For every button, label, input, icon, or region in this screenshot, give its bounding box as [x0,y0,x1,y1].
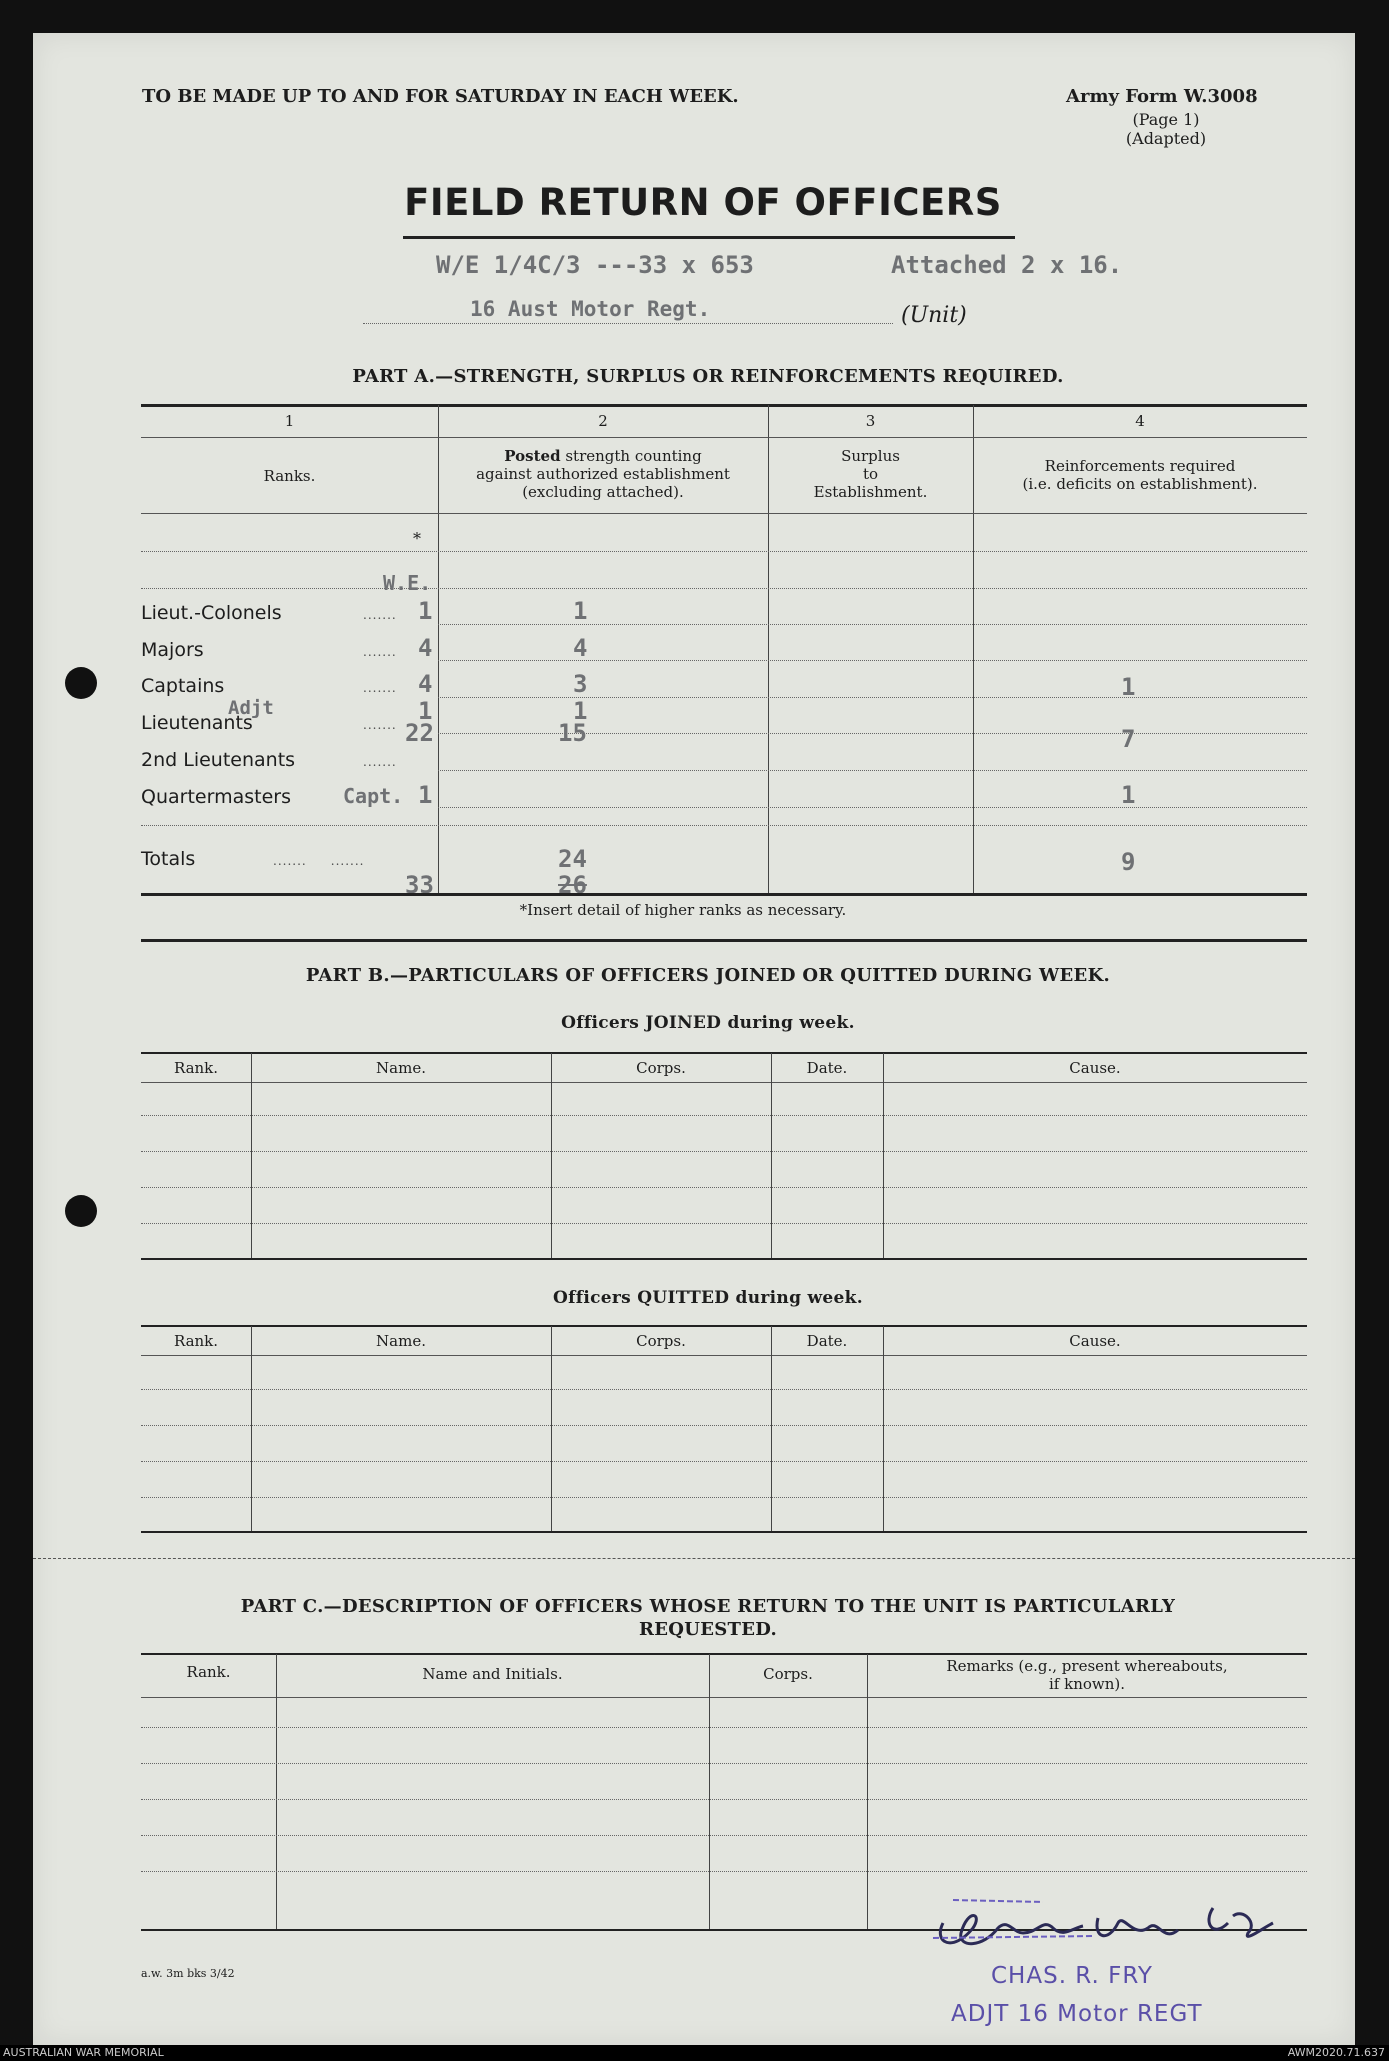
rank-leader-4: ....... [363,718,397,732]
quitted-v4 [883,1326,884,1531]
totals-posted: 24 [558,845,587,873]
part-a-end-rule [141,939,1307,942]
totals-establishment: 33 [405,871,434,899]
punch-hole-bottom [65,1195,97,1227]
posted-lieutenants: 15 [558,719,587,747]
reinf-captains: 1 [1121,673,1136,701]
joined-top-rule [141,1052,1307,1054]
archive-footer [0,2045,1389,2061]
we-label: W.E. [383,571,432,595]
est-lieut-colonels: 1 [418,597,433,625]
row-line-9 [141,825,1307,826]
reinf-line1: Reinforcements required [1044,457,1236,475]
rank-quartermasters: Quartermasters [141,786,291,808]
est-quartermasters: 1 [418,781,433,809]
part-c-top-rule [141,1653,1307,1655]
remarks-line1: Remarks (e.g., present whereabouts, [946,1657,1228,1675]
reinf-line2: (i.e. deficits on establishment). [1022,475,1258,493]
archive-id: AWM2020.71.637 [1287,2046,1385,2059]
quitted-col-name: Name. [376,1332,426,1350]
print-code: a.w. 3m bks 3/42 [141,1967,235,1980]
weekly-instruction: TO BE MADE UP TO AND FOR SATURDAY IN EACH WEEK. [142,86,739,107]
stamp-name: CHAS. R. FRY [991,1963,1153,1989]
surplus-line3: Establishment. [813,483,928,501]
part-c-row-1 [141,1727,1307,1728]
part-a-top-rule [141,404,1307,407]
part-c-col-rank: Rank. [186,1663,231,1681]
totals-posted-struck: 26 [558,871,587,899]
col-number-2: 2 [598,412,608,430]
page-title: FIELD RETURN OF OFFICERS [404,181,1002,224]
higher-rank-asterisk: * [413,529,421,548]
quitted-row-4 [141,1497,1307,1498]
quitted-v1 [251,1326,252,1531]
reinf-lieutenants: 7 [1121,725,1136,753]
typed-establishment: W/E 1/4C/3 ---33 x 653 [436,251,754,279]
totals-reinforcements: 9 [1121,848,1136,876]
posted-captains: 3 [573,670,588,698]
quitted-v3 [771,1326,772,1531]
joined-v4 [883,1053,884,1258]
unit-label: (Unit) [901,303,967,328]
joined-row-2 [141,1151,1307,1152]
part-a-title: PART A.—STRENGTH, SURPLUS OR REINFORCEMENTS REQUIRED. [352,366,1064,387]
col-header-reinforcements [973,457,1307,493]
posted-line2: against authorized establishment [476,465,730,483]
col-number-4: 4 [1135,412,1145,430]
col-header-rule [141,513,1307,514]
joined-row-1 [141,1115,1307,1116]
title-underline [403,236,1015,239]
rank-leader-3: ....... [363,681,397,695]
col-number-1: 1 [284,412,295,430]
rank-leader-2: ....... [363,645,397,659]
quitted-col-date: Date. [806,1332,848,1350]
quitted-bottom-rule [141,1531,1307,1533]
col-header-surplus [768,447,973,501]
totals-label: Totals [141,848,196,870]
part-c-row-3 [141,1799,1307,1800]
joined-row-4 [141,1223,1307,1224]
army-form-number: Army Form W.3008 [1066,86,1258,107]
col-number-rule [141,437,1307,438]
rank-captains: Captains [141,675,225,697]
quitted-row-1 [141,1389,1307,1390]
quitted-row-3 [141,1461,1307,1462]
joined-title: Officers JOINED during week. [561,1013,855,1033]
rank-2nd-lieutenants: 2nd Lieutenants [141,749,296,771]
est-adjt: 1 [418,697,433,725]
form-page: (Page 1) [1132,110,1200,129]
totals-leader: ....... ....... [273,854,365,868]
row-line-7 [438,770,1307,771]
quitted-col-cause: Cause. [1069,1332,1121,1350]
rank-majors: Majors [141,639,204,661]
row-line-3 [438,624,1307,625]
part-c-title-line1: PART C.—DESCRIPTION OF OFFICERS WHOSE RETURN TO THE UNIT IS PARTICULARLY [240,1596,1176,1617]
quitted-top-rule [141,1325,1307,1327]
row-line-5 [438,697,1307,698]
joined-v3 [771,1053,772,1258]
stamp-title: ADJT 16 Motor REGT [951,2001,1203,2027]
quitted-row-2 [141,1425,1307,1426]
posted-lieut-colonels: 1 [573,597,588,625]
form-sheet [33,33,1355,2045]
part-c-title-line2: REQUESTED. [638,1619,778,1640]
part-c-row-2 [141,1763,1307,1764]
joined-col-corps: Corps. [636,1059,686,1077]
surplus-line1: Surplus [841,447,900,465]
row-line-1 [141,551,1307,552]
posted-adjt: 1 [573,697,588,725]
joined-v1 [251,1053,252,1258]
col-number-3: 3 [865,412,876,430]
quitted-header-rule [141,1355,1307,1356]
row-line-4 [438,660,1307,661]
joined-header-rule [141,1082,1307,1083]
joined-bottom-rule [141,1258,1307,1260]
qm-capt-note: Capt. [343,784,404,808]
adjutant-signature [913,1888,1323,1958]
part-b-title: PART B.—PARTICULARS OF OFFICERS JOINED OR QUITTED DURING WEEK. [305,965,1111,986]
rank-leader-1: ....... [363,608,397,622]
typed-attached: Attached 2 x 16. [891,251,1123,279]
est-captains: 4 [418,670,433,698]
joined-col-name: Name. [376,1059,426,1077]
part-c-v3 [867,1654,868,1929]
quitted-title: Officers QUITTED during week. [553,1288,863,1308]
joined-col-cause: Cause. [1069,1059,1121,1077]
reinf-quartermasters: 1 [1121,781,1136,809]
part-c-row-4 [141,1835,1307,1836]
punch-hole-top [65,667,97,699]
part-a-footnote: *Insert detail of higher ranks as necessary. [519,901,847,919]
col-header-posted [438,447,768,501]
col-header-ranks: Ranks. [263,467,316,485]
row-line-8 [438,807,1307,808]
joined-v2 [551,1053,552,1258]
part-c-row-5 [141,1871,1307,1872]
posted-rest: strength counting [565,447,702,465]
part-c-col-corps: Corps. [763,1665,813,1683]
quitted-col-corps: Corps. [636,1332,686,1350]
tear-off-dashed-line [33,1558,1355,1559]
rank-leader-5: ....... [363,755,397,769]
rank-lieut-colonels: Lieut.-Colonels [141,602,282,624]
typed-unit-name: 16 Aust Motor Regt. [470,297,711,321]
joined-col-rank: Rank. [173,1059,219,1077]
archive-name: AUSTRALIAN WAR MEMORIAL [3,2046,164,2059]
posted-majors: 4 [573,634,588,662]
rank-lieutenants: Lieutenants [141,712,253,734]
posted-bold: Posted [504,447,561,465]
unit-dotted-line [363,323,893,324]
quitted-col-rank: Rank. [173,1332,219,1350]
joined-col-date: Date. [806,1059,848,1077]
part-c-v2 [709,1654,710,1929]
part-c-col-name: Name and Initials. [422,1665,563,1683]
part-c-header-rule [141,1697,1307,1698]
part-a-bottom-rule [141,893,1307,896]
part-c-col-remarks [867,1657,1307,1693]
posted-line3: (excluding attached). [522,483,684,501]
part-c-v1 [276,1654,277,1929]
surplus-line2: to [862,465,879,483]
form-adapted: (Adapted) [1125,129,1207,148]
remarks-line2: if known). [1048,1675,1126,1693]
quitted-v2 [551,1326,552,1531]
row-line-2 [141,588,1307,589]
est-majors: 4 [418,634,433,662]
adjt-label: Adjt [228,697,274,719]
joined-row-3 [141,1187,1307,1188]
est-lieutenants: 22 [405,719,434,747]
